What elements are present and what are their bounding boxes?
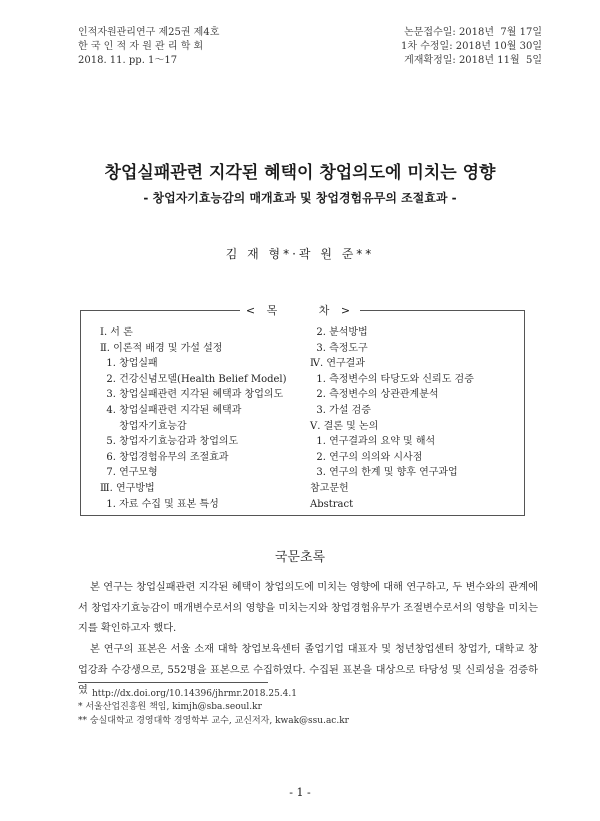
toc-item: 3. 연구의 한계 및 향후 연구과업 <box>310 467 458 479</box>
toc-item: 창업자기효능감 <box>100 420 187 432</box>
toc-item: 2. 측정변수의 상관관계분석 <box>310 389 439 401</box>
toc-item: Ⅰ. 서 론 <box>100 327 133 338</box>
toc-item: 1. 측정변수의 타당도와 신뢰도 검증 <box>310 373 474 385</box>
toc-item: Ⅱ. 이론적 배경 및 가설 설정 <box>100 342 223 354</box>
paper-subtitle: - 창업자기효능감의 매개효과 및 창업경험유무의 조절효과 - <box>143 191 457 205</box>
toc-item: 참고문헌 <box>310 482 349 494</box>
toc-item: 1. 창업실패 <box>100 358 158 370</box>
toc-item: Abstract <box>310 498 354 510</box>
toc-item: Ⅲ. 연구방법 <box>100 482 155 494</box>
toc-item: Ⅳ. 연구결과 <box>310 358 365 370</box>
journal-header-left <box>78 26 219 68</box>
author-note-1: * 서울산업진흥원 책임, kimjh@sba.seoul.kr <box>78 702 262 713</box>
abstract-heading: 국문초록 <box>274 550 326 565</box>
toc-item: 4. 창업실패관련 지각된 혜택과 <box>100 404 242 416</box>
paper-title: 창업실패관련 지각된 혜택이 창업의도에 미치는 영향 <box>104 163 496 183</box>
footnotes <box>78 688 349 728</box>
toc-item: 7. 연구모형 <box>100 467 158 479</box>
toc-item: 3. 가설 검증 <box>310 404 371 416</box>
issue-info: 2018. 11. pp. 1～17 <box>78 55 178 66</box>
doi-link[interactable]: http://dx.doi.org/10.14396/jhrmr.2018.25.4.1 <box>92 689 297 699</box>
toc-item: 1. 연구결과의 요약 및 해석 <box>310 436 436 448</box>
page-number: - 1 - <box>289 786 311 799</box>
toc-heading: < 목 차 > <box>0 302 600 318</box>
footnote-divider <box>78 682 268 683</box>
toc-item: Ⅴ. 결론 및 논의 <box>310 420 379 432</box>
toc-item: 1. 자료 수집 및 표본 특성 <box>100 498 219 510</box>
author-note-2: ** 숭실대학교 경영대학 경영학부 교수, 교신저자, kwak@ssu.ac.kr <box>78 715 349 726</box>
revised-date: 1차 수정일: 2018년 10월 30일 <box>401 41 542 52</box>
toc-item: 3. 창업실패관련 지각된 혜택과 창업의도 <box>100 389 284 401</box>
journal-name: 인적자원관리연구 제25권 제4호 <box>78 27 220 38</box>
toc-item: 2. 분석방법 <box>310 327 368 338</box>
received-date: 논문접수일: 2018년 7월 17일 <box>404 27 542 38</box>
toc-item: 5. 창업자기효능감과 창업의도 <box>100 436 239 448</box>
author-line: 김 재 형*·곽 원 준** <box>225 247 375 261</box>
toc-left-column <box>100 325 287 512</box>
society-name: 한 국 인 적 자 원 관 리 학 회 <box>78 41 204 52</box>
toc-right-column <box>310 325 474 512</box>
toc-item: 3. 측정도구 <box>310 342 368 354</box>
toc-item: 2. 건강신념모델(Health Belief Model) <box>100 373 287 385</box>
abstract-paragraph: 본 연구는 창업실패관련 지각된 혜택이 창업의도에 미치는 영향에 대해 연구하고, 두 변수와의 관계에서 창업자기효능감이 매개변수로서의 영향을 미치는지와 창업경험유무가 조절변수로서의 영향을 미치는지를 확인하고자 했다. <box>78 582 538 634</box>
toc-item: 6. 창업경험유무의 조절효과 <box>100 451 229 463</box>
abstract-paragraph: 본 연구의 표본은 서울 소재 대학 창업보육센터 졸업기업 대표자 및 청년창업센터 창업가, 대학교 창업강좌 수강생으로, 552명을 표본으로 수집하였다. 수집된 표본을 대상으로 타당성 및 신뢰성을 검증하였 <box>78 644 538 696</box>
toc-item: 2. 연구의 의의와 시사점 <box>310 451 423 463</box>
accepted-date: 게재확정일: 2018년 11월 5일 <box>404 55 542 66</box>
journal-header-right <box>401 26 542 68</box>
